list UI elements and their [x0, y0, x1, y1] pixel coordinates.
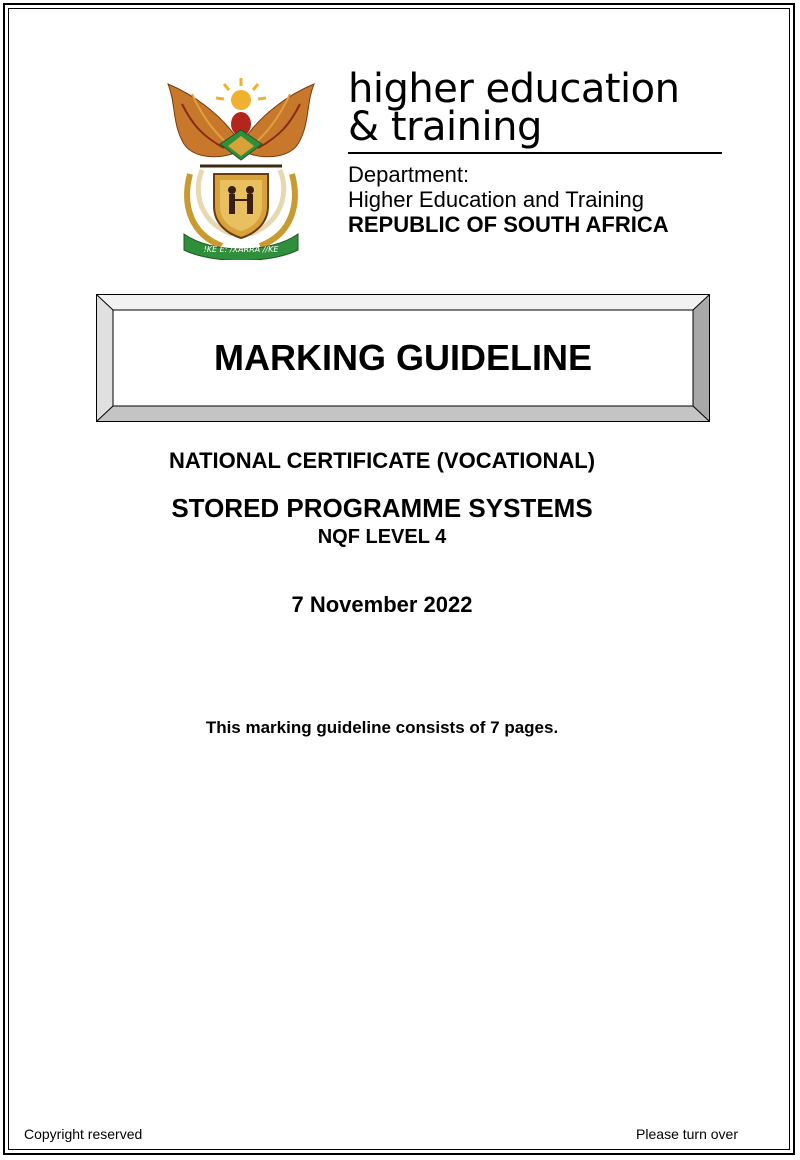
brand-line-2: & training — [348, 104, 542, 150]
document-title: MARKING GUIDELINE — [214, 337, 592, 378]
footer-turn-over: Please turn over — [636, 1126, 738, 1142]
brand-divider — [348, 152, 722, 154]
department-label: Department: — [348, 162, 470, 187]
exam-date: 7 November 2022 — [291, 592, 473, 617]
footer-copyright: Copyright reserved — [24, 1126, 143, 1142]
svg-text:!KE E: /XARRA //KE: !KE E: /XARRA //KE — [203, 245, 279, 254]
department-name: Higher Education and Training — [348, 187, 644, 212]
subject-line: STORED PROGRAMME SYSTEMS — [171, 493, 593, 523]
country-name: REPUBLIC OF SOUTH AFRICA — [348, 212, 669, 237]
department-brand — [348, 66, 728, 237]
certificate-line: NATIONAL CERTIFICATE (VOCATIONAL) — [168, 448, 596, 473]
title-box — [96, 294, 710, 422]
level-line: NQF LEVEL 4 — [317, 526, 447, 548]
coat-of-arms-icon — [162, 74, 320, 260]
brand-line-1: higher education — [348, 66, 680, 112]
pages-note: This marking guideline consists of 7 pages. — [205, 718, 559, 737]
